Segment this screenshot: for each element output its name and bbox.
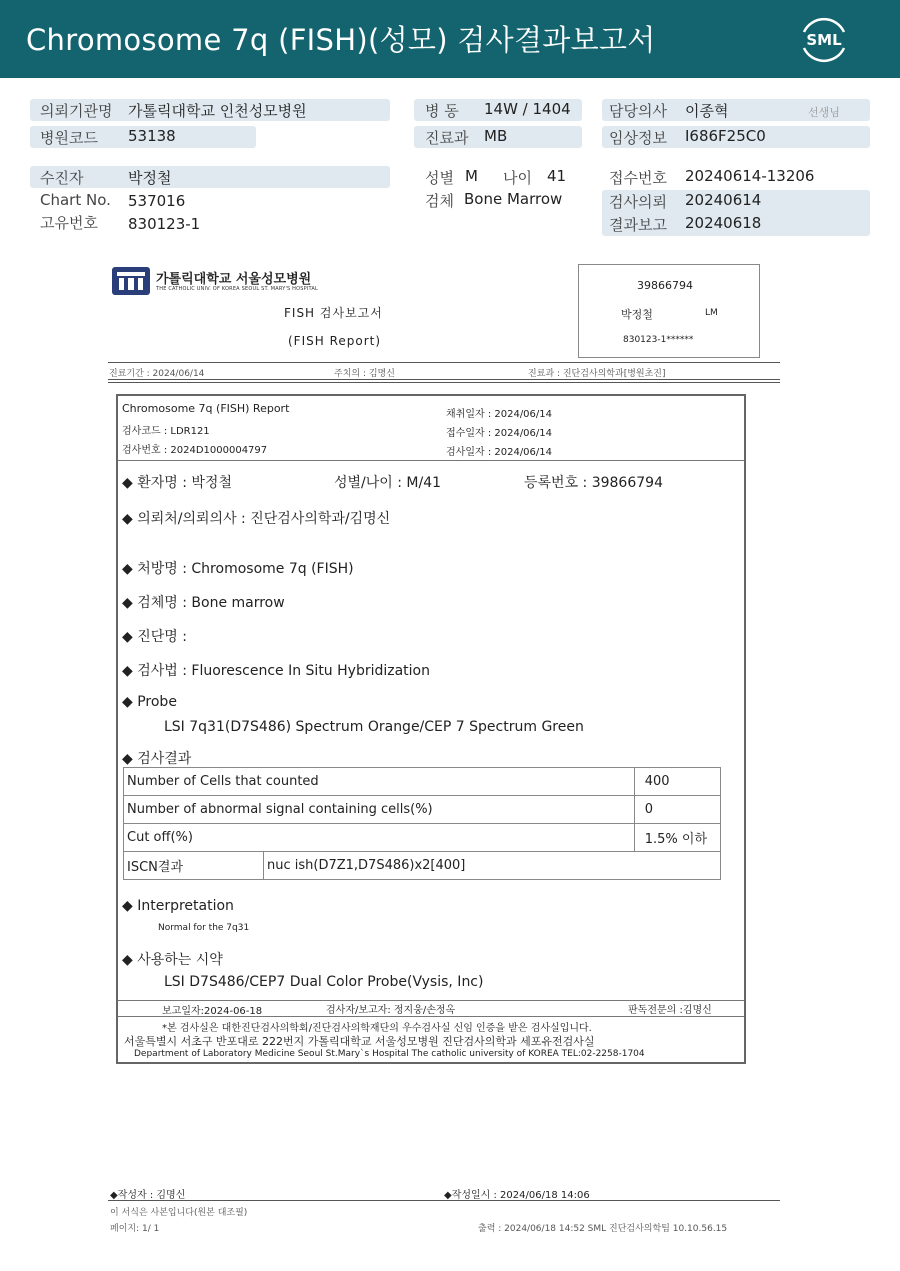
request-value: 20240614 xyxy=(685,191,762,209)
lab-address: 서울특별시 서초구 반포대로 222번지 가톨릭대학교 서울성모병원 진단검사의학과 세포유전검사실 xyxy=(124,1035,595,1048)
test-number: 검사번호 : 2024D1000004797 xyxy=(122,445,268,456)
dept-value: MB xyxy=(484,127,508,145)
writer: ◆작성자 : 김명신 xyxy=(110,1190,186,1201)
result-label-cells-counted: Number of Cells that counted xyxy=(124,768,635,796)
patient-line-name: ◆ 환자명 : 박정철 xyxy=(122,475,232,491)
reporter: 검사자/보고자: 정지웅/손정옥 xyxy=(326,1005,456,1016)
report-name: Chromosome 7q (FISH) Report xyxy=(122,402,290,415)
sticker-tag: LM xyxy=(705,308,718,318)
table-row xyxy=(124,852,721,880)
table-row xyxy=(124,824,721,852)
doctor-value: 이종혁 xyxy=(685,102,729,120)
page-number: 페이지: 1/ 1 xyxy=(110,1224,160,1234)
divider xyxy=(108,379,780,380)
ward-value: 14W / 1404 xyxy=(484,100,571,118)
interpretation-value: Normal for the 7q31 xyxy=(158,923,250,933)
sticker-id: 830123-1****** xyxy=(623,335,694,345)
code-value: 53138 xyxy=(128,127,176,145)
specimen-label: 검체 xyxy=(425,192,454,210)
visit-dept: 진료과 : 진단검사의학과[병원초진] xyxy=(528,369,666,379)
result-value-abnormal-cells: 0 xyxy=(634,796,720,824)
table-row xyxy=(124,796,721,824)
specimen-value: Bone Marrow xyxy=(464,190,563,208)
prescription: ◆ 처방명 : Chromosome 7q (FISH) xyxy=(122,561,354,577)
hospital-name: 가톨릭대학교 서울성모병원 xyxy=(156,272,312,287)
hospital-value: 가톨릭대학교 인천성모병원 xyxy=(128,102,307,120)
lab-department-en: Department of Laboratory Medicine Seoul St.Mary`s Hospital The catholic university of KOREA TEL:02-2258-1704 xyxy=(134,1049,645,1059)
reagent-heading: ◆ 사용하는 시약 xyxy=(122,952,223,968)
receipt-label: 접수번호 xyxy=(609,169,667,187)
clinical-value: I686F25C0 xyxy=(685,127,766,145)
hospital-logo-icon xyxy=(111,266,151,296)
result-table xyxy=(123,767,721,880)
uid-label: 고유번호 xyxy=(40,214,98,232)
result-label-cutoff: Cut off(%) xyxy=(124,824,635,852)
specimen-name: ◆ 검체명 : Bone marrow xyxy=(122,595,285,611)
diagnosis: ◆ 진단명 : xyxy=(122,629,187,645)
scanned-report xyxy=(108,262,780,1242)
uid-value: 830123-1 xyxy=(128,215,201,233)
patient-line-reg: 등록번호 : 39866794 xyxy=(524,475,663,491)
result-heading: ◆ 검사결과 xyxy=(122,751,192,767)
receipt-date: 접수일자 : 2024/06/14 xyxy=(446,428,553,439)
write-time: ◆작성일시 : 2024/06/18 14:06 xyxy=(444,1190,590,1201)
chart-value: 537016 xyxy=(128,192,186,210)
result-label-iscn: ISCN결과 xyxy=(124,852,264,880)
reagent-value: LSI D7S486/CEP7 Dual Color Probe(Vysis, Inc) xyxy=(164,974,484,990)
result-value-cells-counted: 400 xyxy=(634,768,720,796)
age-label: 나이 xyxy=(503,169,532,187)
request-label: 검사의뢰 xyxy=(609,193,667,211)
table-row xyxy=(124,768,721,796)
code-label: 병원코드 xyxy=(40,129,98,147)
age-value: 41 xyxy=(547,167,567,185)
exam-date: 검사일자 : 2024/06/14 xyxy=(446,447,553,458)
doctor-suffix: 선생님 xyxy=(808,106,840,119)
judge: 판독전문의 :김명신 xyxy=(628,1005,712,1016)
ward-label: 병 동 xyxy=(425,102,459,120)
collect-date: 채취일자 : 2024/06/14 xyxy=(446,409,553,420)
result-value-iscn: nuc ish(D7Z1,D7S486)x2[400] xyxy=(264,852,721,880)
sex-value: M xyxy=(465,167,478,185)
report-header xyxy=(0,0,900,78)
patient-sticker xyxy=(578,264,760,358)
report-label: 결과보고 xyxy=(609,216,667,234)
divider xyxy=(118,460,744,461)
probe-heading: ◆ Probe xyxy=(122,694,177,710)
patient-label: 수진자 xyxy=(40,169,84,187)
sticker-name: 박정철 xyxy=(621,308,653,321)
doc-title-ko: FISH 검사보고서 xyxy=(284,306,383,320)
sex-label: 성별 xyxy=(425,169,454,187)
probe-value: LSI 7q31(D7S486) Spectrum Orange/CEP 7 Spectrum Green xyxy=(164,719,584,735)
divider xyxy=(108,362,780,363)
doc-title-en: (FISH Report) xyxy=(288,334,382,348)
divider xyxy=(118,1016,744,1017)
interpretation-heading: ◆ Interpretation xyxy=(122,898,234,914)
report-box xyxy=(116,394,746,1064)
clinical-label: 임상정보 xyxy=(609,129,667,147)
printed-info: 출력 : 2024/06/18 14:52 SML 진단검사의학팀 10.10.56.15 xyxy=(478,1224,728,1234)
report-value: 20240618 xyxy=(685,214,762,232)
visit-period: 진료기간 : 2024/06/14 xyxy=(109,369,205,379)
sml-logo-icon xyxy=(796,14,852,66)
hospital-label: 의뢰기관명 xyxy=(40,102,113,120)
hospital-subtitle: THE CATHOLIC UNIV. OF KOREA SEOUL ST. MARY'S HOSPITAL xyxy=(156,286,319,292)
receipt-value: 20240614-13206 xyxy=(685,167,815,185)
patient-row xyxy=(30,166,390,188)
logo-text: SML xyxy=(806,31,842,49)
patient-line-sexage: 성별/나이 : M/41 xyxy=(334,475,442,491)
report-date: 보고일자:2024-06-18 xyxy=(162,1006,263,1017)
divider xyxy=(108,382,780,383)
patient-value: 박정철 xyxy=(128,169,172,187)
test-code: 검사코드 : LDR121 xyxy=(122,426,210,437)
result-label-abnormal-cells: Number of abnormal signal containing cells(%) xyxy=(124,796,635,824)
method: ◆ 검사법 : Fluorescence In Situ Hybridization xyxy=(122,663,430,679)
chart-label: Chart No. xyxy=(40,191,111,209)
sticker-number: 39866794 xyxy=(637,279,693,292)
page-title: Chromosome 7q (FISH)(성모) 검사결과보고서 xyxy=(26,23,656,57)
doctor-label: 담당의사 xyxy=(609,102,667,120)
result-value-cutoff: 1.5% 이하 xyxy=(634,824,720,852)
dept-label: 진료과 xyxy=(425,129,469,147)
referrer: ◆ 의뢰처/의뢰의사 : 진단검사의학과/김명신 xyxy=(122,511,391,527)
attending: 주치의 : 김명신 xyxy=(334,369,395,379)
copy-note: 이 서식은 사본입니다(원본 대조필) xyxy=(110,1208,248,1218)
accreditation-note: *본 검사실은 대한진단검사의학회/진단검사의학재단의 우수검사실 신임 인증을 받은 검사실입니다. xyxy=(162,1023,592,1034)
